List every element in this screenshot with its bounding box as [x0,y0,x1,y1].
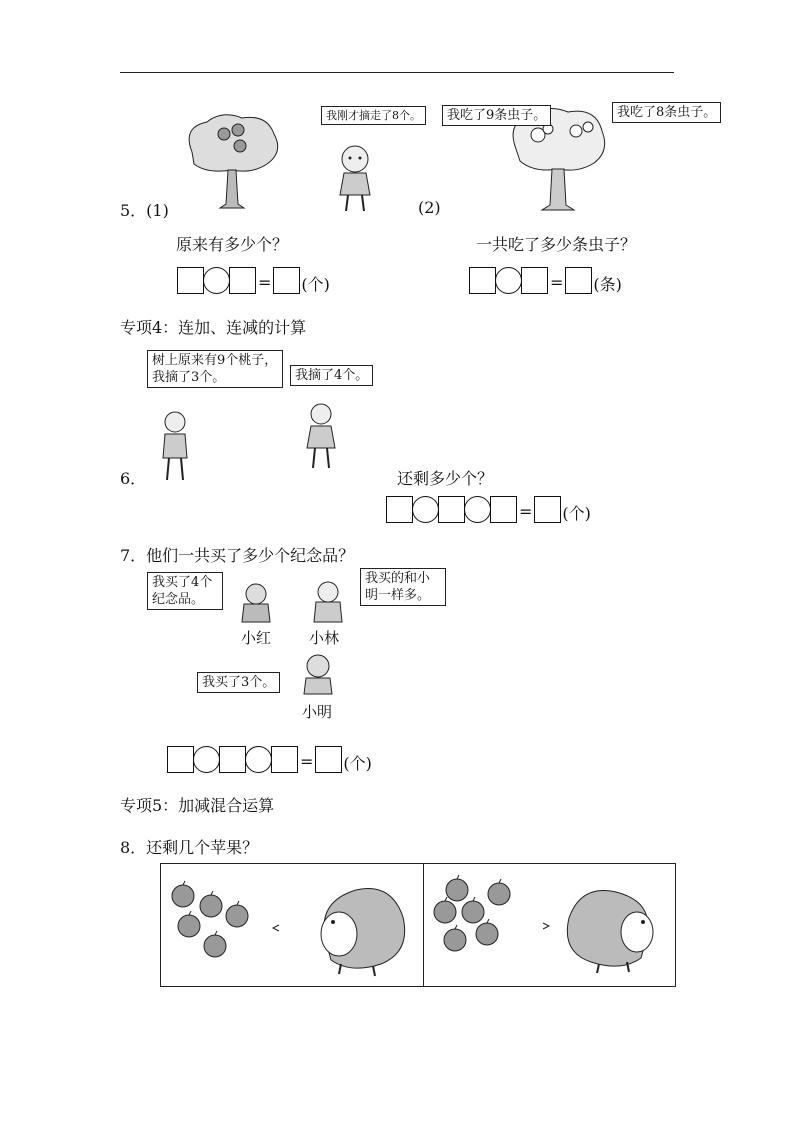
name-label: 小林 [309,629,340,647]
header-rule [120,72,674,73]
answer-box[interactable] [273,267,300,294]
apple-stem [499,879,501,883]
equals-sign: = [258,273,272,292]
answer-box[interactable] [438,496,465,523]
apple-stem [183,881,185,885]
apple-icon [446,879,468,901]
apple-stem [189,911,191,915]
equals-sign: = [550,273,564,292]
panel-divider [423,864,424,986]
equals-sign: = [300,752,314,771]
equation-row [177,267,330,294]
apple-stem [237,901,239,905]
speech-bubble: 我吃了9条虫子。 [442,105,551,126]
unit-label: (个) [301,275,330,294]
xiaohong-illustration [236,582,276,624]
equals-sign: = [519,502,533,521]
speech-bubble: 我吃了8条虫子。 [612,102,721,123]
question-text: 一共吃了多少条虫子？ [476,235,637,254]
apple-stem [455,925,457,929]
tree-with-peaches-illustration [182,112,282,212]
question-text: 7．他们一共买了多少个纪念品？ [120,546,355,565]
girl-illustration [303,402,339,470]
question-number: 5．(1) [120,201,169,220]
xiaolin-illustration [308,580,348,624]
answer-box[interactable] [521,267,548,294]
equation-row [386,496,591,523]
subquestion-label: (2) [418,198,441,217]
speech-bubble: 我买了4个纪念品。 [147,572,223,610]
boy-illustration [157,410,195,482]
section-title: 专项5：加减混合运算 [120,796,275,815]
operator-circle[interactable] [412,496,439,523]
question-number: 6． [120,469,147,488]
question-text: 还剩多少个？ [397,469,494,488]
operator-circle[interactable] [193,746,220,773]
answer-box[interactable] [469,267,496,294]
girl-illustration [330,143,380,213]
apple-stem [473,897,475,901]
speech-bubble: 我买的和小明一样多。 [360,568,446,606]
unit-label: (个) [562,504,591,523]
apple-group-right [433,882,523,972]
answer-box[interactable] [490,496,517,523]
apple-stem [487,919,489,923]
answer-box[interactable] [386,496,413,523]
apple-icon [178,915,200,937]
operator-circle[interactable] [245,746,272,773]
answer-box[interactable] [177,267,204,294]
speech-bubble: 我刚才摘走了8个。 [321,106,426,125]
name-label: 小红 [241,629,272,647]
apple-stem [211,891,213,895]
apple-icon [462,901,484,923]
answer-box[interactable] [219,746,246,773]
answer-box[interactable] [167,746,194,773]
apple-hedgehog-picture [160,863,676,987]
apple-icon [226,905,248,927]
question-text: 8．还剩几个苹果？ [120,838,259,857]
name-label: 小明 [302,703,333,721]
question-text: 原来有多少个？ [176,235,289,254]
apple-icon [434,901,456,923]
operator-circle[interactable] [203,267,230,294]
apple-group-left [171,884,271,974]
answer-box[interactable] [534,496,561,523]
arrow-left-icon [271,924,281,932]
apple-stem [457,875,459,879]
apple-icon [488,883,510,905]
apple-icon [200,895,222,917]
speech-bubble: 树上原来有9个桃子，我摘了3个。 [147,350,283,388]
section-title: 专项4：连加、连减的计算 [120,318,307,337]
hedgehog-illustration-right [561,884,661,974]
xiaoming-illustration [298,652,338,696]
speech-bubble: 我摘了4个。 [290,365,373,386]
apple-icon [172,885,194,907]
operator-circle[interactable] [495,267,522,294]
equation-row [469,267,622,294]
apple-stem [215,931,217,935]
hedgehog-illustration-left [311,882,411,977]
arrow-right-icon [541,922,551,930]
answer-box[interactable] [565,267,592,294]
apple-stem [445,897,447,901]
operator-circle[interactable] [464,496,491,523]
apple-icon [204,935,226,957]
apple-icon [476,923,498,945]
speech-bubble: 我买了3个。 [197,672,280,693]
answer-box[interactable] [229,267,256,294]
unit-label: (条) [593,275,622,294]
unit-label: (个) [343,754,372,773]
apple-icon [444,929,466,951]
equation-row [167,746,372,773]
answer-box[interactable] [315,746,342,773]
answer-box[interactable] [271,746,298,773]
